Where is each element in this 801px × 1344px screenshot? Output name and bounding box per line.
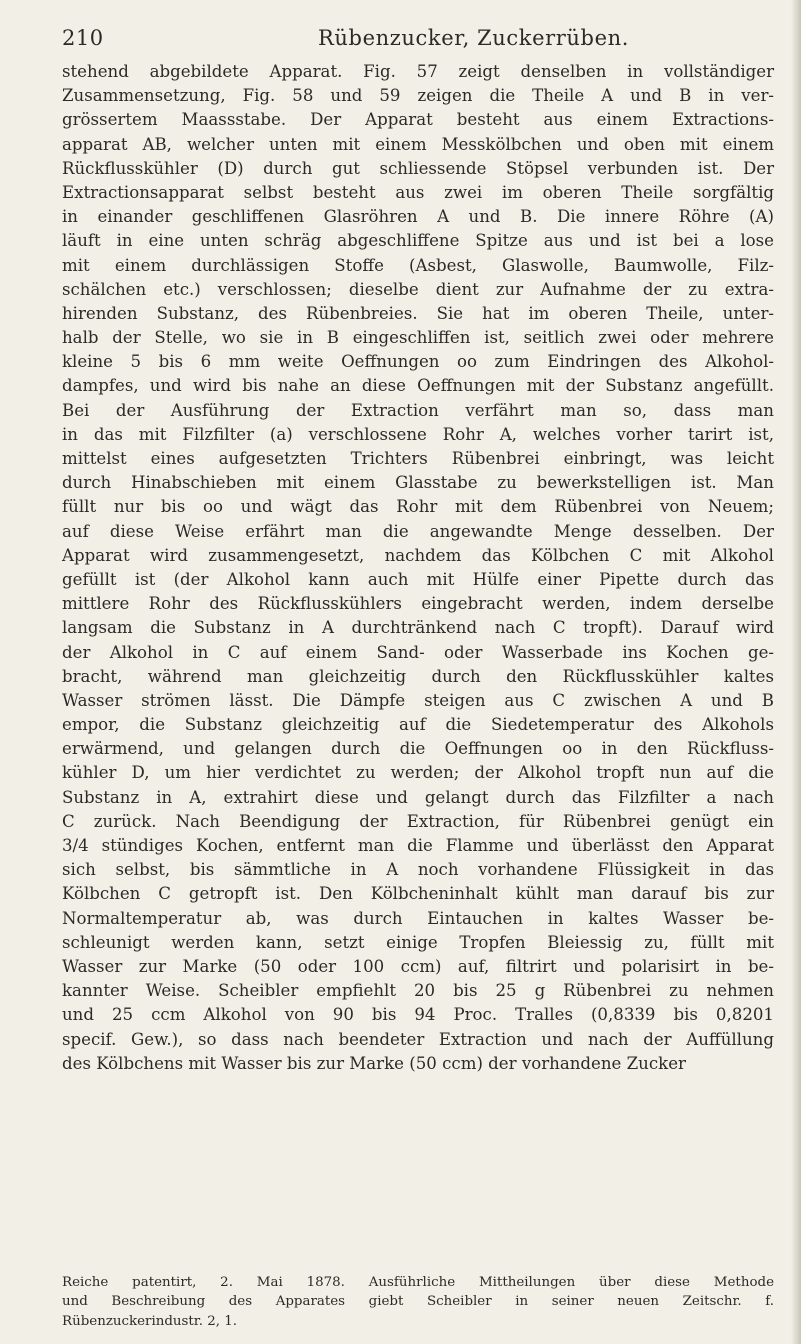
text-line: grössertem Maassstabe. Der Apparat besteht aus einem Extractions-: [62, 110, 774, 130]
text-line: schälchen etc.) verschlossen; dieselbe dient zur Aufnahme der zu extra-: [62, 279, 774, 299]
page-header: [62, 26, 774, 60]
text-line: des Kölbchens mit Wasser bis zur Marke (50 ccm) der vorhandene Zucker: [62, 1053, 686, 1073]
text-line: kühler D, um hier verdichtet zu werden; der Alkohol tropft nun auf die: [62, 763, 774, 783]
text-line: kannter Weise. Scheibler empfiehlt 20 bis 25 g Rübenbrei zu nehmen: [62, 981, 774, 1001]
text-line: Bei der Ausführung der Extraction verfährt man so, dass man: [62, 400, 774, 420]
text-line: gefüllt ist (der Alkohol kann auch mit Hülfe einer Pipette durch das: [62, 569, 774, 589]
text-line: in das mit Filzfilter (a) verschlossene Rohr A, welches vorher tarirt ist,: [62, 424, 774, 444]
text-line: Wasser strömen lässt. Die Dämpfe steigen aus C zwischen A und B: [62, 690, 774, 710]
text-line: füllt nur bis oo und wägt das Rohr mit dem Rübenbrei von Neuem;: [62, 497, 774, 517]
text-line: mittlere Rohr des Rückflusskühlers eingebracht werden, indem derselbe: [62, 594, 774, 614]
footnote-line: Reiche patentirt, 2. Mai 1878. Ausführliche Mittheilungen über diese Methode: [62, 1275, 774, 1290]
footnote: [62, 1273, 774, 1331]
text-line: mittelst eines aufgesetzten Trichters Rübenbrei einbringt, was leicht: [62, 449, 774, 468]
text-line: läuft in eine unten schräg abgeschliffene Spitze aus und ist bei a lose: [62, 231, 774, 251]
text-line: C zurück. Nach Beendigung der Extraction, für Rübenbrei genügt ein: [62, 811, 774, 831]
text-line: der Alkohol in C auf einem Sand- oder Wasserbade ins Kochen ge-: [62, 642, 774, 662]
text-line: specif. Gew.), so dass nach beendeter Extraction und nach der Auffüllung: [62, 1029, 774, 1049]
body-text: [62, 60, 774, 1076]
text-line: Rückflusskühler (D) durch gut schliessende Stöpsel verbunden ist. Der: [62, 158, 774, 178]
text-line: Wasser zur Marke (50 oder 100 ccm) auf, filtrirt und polarisirt in be-: [62, 956, 774, 976]
footnote-line: Rübenzuckerindustr. 2, 1.: [62, 1313, 238, 1329]
text-line: mit einem durchlässigen Stoffe (Asbest, Glaswolle, Baumwolle, Filz-: [62, 255, 774, 275]
text-line: Apparat wird zusammengesetzt, nachdem das Kölbchen C mit Alkohol: [62, 545, 774, 565]
text-line: kleine 5 bis 6 mm weite Oeffnungen oo zum Eindringen des Alkohol-: [62, 352, 774, 372]
footnote-line: und Beschreibung des Apparates giebt Scheibler in seiner neuen Zeitschr. f.: [62, 1294, 774, 1310]
page-number: 210: [62, 26, 104, 50]
text-line: erwärmend, und gelangen durch die Oeffnungen oo in den Rückfluss-: [62, 739, 774, 759]
text-line: Kölbchen C getropft ist. Den Kölbcheninhalt kühlt man darauf bis zur: [62, 884, 774, 904]
text-line: apparat AB, welcher unten mit einem Messkölbchen und oben mit einem: [62, 134, 774, 154]
text-line: langsam die Substanz in A durchtränkend nach C tropft). Darauf wird: [62, 618, 774, 638]
text-line: Zusammensetzung, Fig. 58 und 59 zeigen die Theile A und B in ver-: [62, 86, 774, 106]
page-edge: [791, 0, 801, 1344]
text-line: durch Hinabschieben mit einem Glasstabe zu bewerkstelligen ist. Man: [62, 473, 774, 493]
text-line: Substanz in A, extrahirt diese und gelangt durch das Filzfilter a nach: [62, 787, 774, 807]
text-line: in einander geschliffenen Glasröhren A und B. Die innere Röhre (A): [62, 207, 774, 227]
text-line: 3/4 stündiges Kochen, entfernt man die Flamme und überlässt den Apparat: [62, 836, 774, 855]
text-line: schleunigt werden kann, setzt einige Tropfen Bleiessig zu, füllt mit: [62, 932, 774, 952]
text-line: auf diese Weise erfährt man die angewandte Menge desselben. Der: [62, 521, 774, 541]
text-line: empor, die Substanz gleichzeitig auf die Siedetemperatur des Alkohols: [62, 715, 774, 735]
text-line: dampfes, und wird bis nahe an diese Oeffnungen mit der Substanz angefüllt.: [62, 376, 774, 396]
text-line: Extractionsapparat selbst besteht aus zwei im oberen Theile sorgfältig: [62, 182, 774, 202]
text-line: sich selbst, bis sämmtliche in A noch vorhandene Flüssigkeit in das: [62, 860, 774, 880]
text-line: bracht, während man gleichzeitig durch den Rückflusskühler kaltes: [62, 666, 774, 686]
running-head: Rübenzucker, Zuckerrüben.: [318, 26, 630, 50]
text-line: stehend abgebildete Apparat. Fig. 57 zeigt denselben in vollständiger: [62, 62, 774, 81]
text-line: Normaltemperatur ab, was durch Eintauchen in kaltes Wasser be-: [62, 908, 774, 928]
text-line: und 25 ccm Alkohol von 90 bis 94 Proc. Tralles (0,8339 bis 0,8201: [62, 1005, 774, 1025]
text-line: halb der Stelle, wo sie in B eingeschliffen ist, seitlich zwei oder mehrere: [62, 328, 774, 348]
text-line: hirenden Substanz, des Rübenbreies. Sie hat im oberen Theile, unter-: [62, 303, 774, 323]
